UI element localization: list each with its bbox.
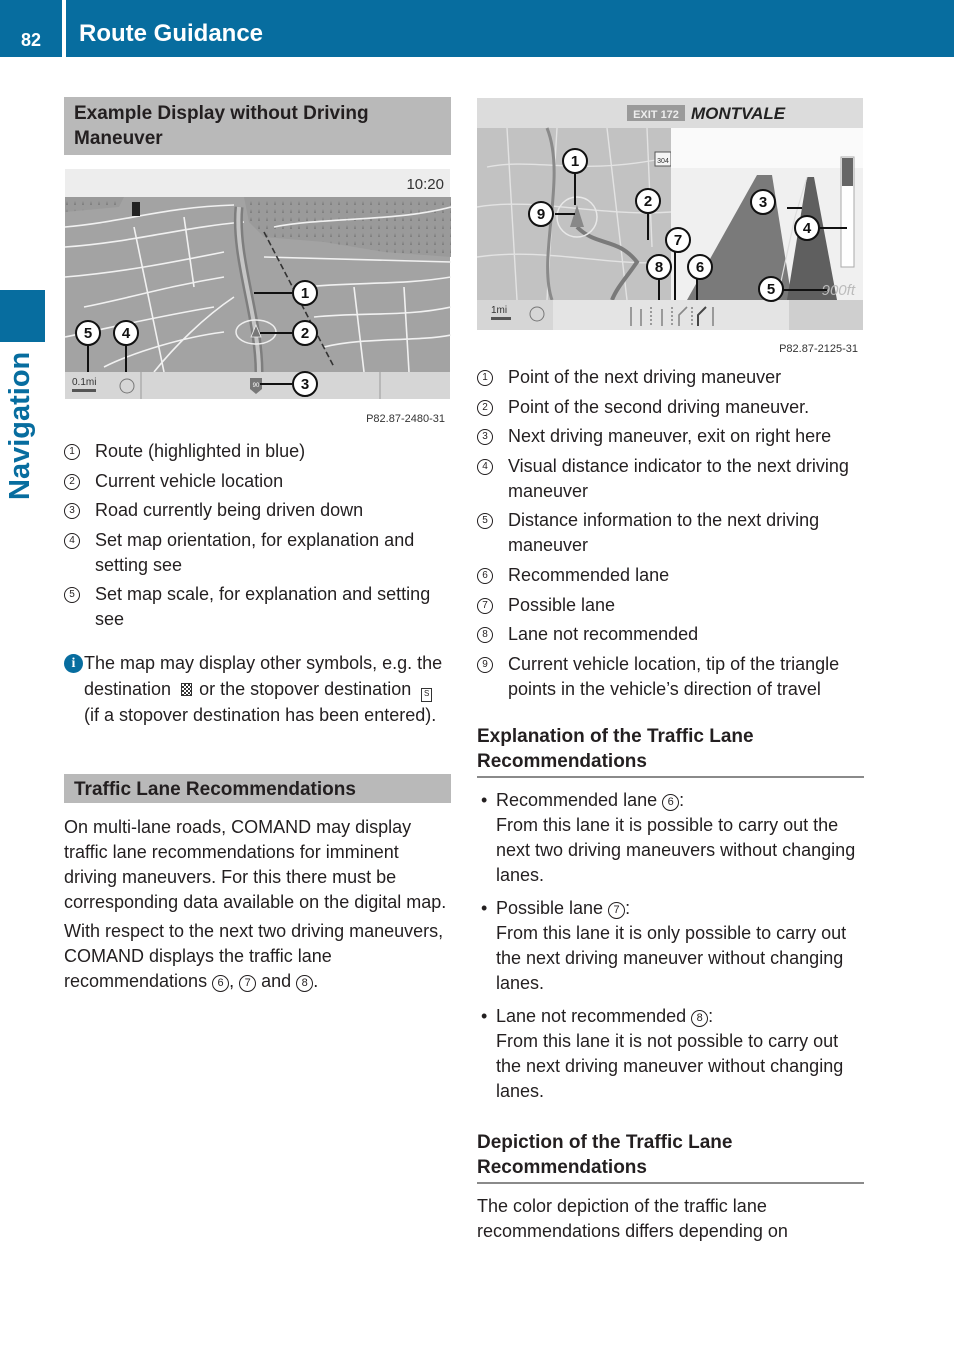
legend-item: 3 Next driving maneuver, exit on right here bbox=[477, 424, 864, 449]
paragraph: On multi-lane roads, COMAND may display traffic lane recommendations for imminent driving maneuvers. For this there must be corresponding data available on the digital map. bbox=[64, 817, 447, 913]
legend-item: 4 Set map orientation, for explanation and setting see bbox=[64, 528, 451, 578]
legend-item: 4 Visual distance indicator to the next driving maneuver bbox=[477, 454, 864, 504]
svg-text:7: 7 bbox=[673, 232, 683, 249]
callout-number: 1 bbox=[64, 444, 80, 460]
chapter-title: Route Guidance bbox=[79, 20, 264, 47]
callout-number: 4 bbox=[477, 459, 493, 475]
info-icon: i bbox=[64, 654, 83, 673]
map-figure-without-maneuver bbox=[64, 167, 451, 425]
svg-text:0.1mi: 0.1mi bbox=[72, 377, 97, 388]
svg-text:1: 1 bbox=[300, 285, 310, 302]
svg-text:2: 2 bbox=[643, 193, 653, 210]
legend-item: 3 Road currently being driven down bbox=[64, 498, 451, 523]
callout-number: 6 bbox=[477, 568, 493, 584]
svg-text:4: 4 bbox=[802, 220, 812, 237]
figure-code: P82.87-2480-31 bbox=[366, 413, 445, 425]
svg-text:2: 2 bbox=[300, 325, 310, 342]
right-column bbox=[477, 97, 864, 1244]
callout-number: 2 bbox=[64, 474, 80, 490]
legend-item: 5 Distance information to the next driving maneuver bbox=[477, 508, 864, 558]
destination-flag-icon bbox=[181, 683, 192, 696]
svg-text:5: 5 bbox=[83, 325, 93, 342]
callout-number: 4 bbox=[64, 533, 80, 549]
legend-item: 1 Route (highlighted in blue) bbox=[64, 439, 451, 464]
paragraph: With respect to the next two driving maneuvers, COMAND displays the traffic lane recommendations 6 , 7 and 8 . bbox=[64, 921, 444, 992]
svg-text:9: 9 bbox=[536, 206, 546, 223]
svg-text:6: 6 bbox=[695, 259, 705, 276]
legend-item: 9 Current vehicle location, tip of the triangle points in the vehicle’s direction of travel bbox=[477, 652, 864, 702]
svg-text:3: 3 bbox=[300, 376, 310, 393]
callout-number: 5 bbox=[477, 513, 493, 529]
callout-number: 7 bbox=[477, 598, 493, 614]
svg-text:1mi: 1mi bbox=[491, 305, 508, 316]
map-figure-lane-recommendations bbox=[477, 97, 864, 355]
svg-text:1: 1 bbox=[570, 153, 580, 170]
callout-number: 1 bbox=[477, 370, 493, 386]
svg-text:MONTVALE: MONTVALE bbox=[691, 104, 786, 123]
paragraph: The color depiction of the traffic lane recommendations differs depending on bbox=[477, 1195, 788, 1241]
section-heading-depiction: Depiction of the Traffic Lane Recommendations bbox=[477, 1130, 864, 1184]
info-note: i The map may display other symbols, e.g. the destination or the stopover destination S(if a stopover destination has been entered). bbox=[64, 650, 451, 728]
callout-ref: 8 bbox=[691, 1010, 708, 1027]
explanation-item-recommended: • Recommended lane 6 : From this lane it is possible to carry out the next two driving maneuvers without changing lanes. bbox=[477, 788, 864, 888]
svg-text:8: 8 bbox=[654, 259, 664, 276]
svg-text:5: 5 bbox=[766, 281, 776, 298]
legend-item: 2 Point of the second driving maneuver. bbox=[477, 395, 864, 420]
legend-item: 2 Current vehicle location bbox=[64, 469, 451, 494]
header-divider bbox=[62, 0, 66, 57]
callout-ref: 7 bbox=[608, 902, 625, 919]
callout-ref: 6 bbox=[212, 975, 229, 992]
stopover-flag-icon: S bbox=[421, 688, 432, 702]
left-column bbox=[64, 97, 451, 994]
legend-list-left bbox=[64, 439, 451, 632]
callout-ref: 6 bbox=[662, 794, 679, 811]
page-number: 82 bbox=[20, 30, 42, 50]
explanation-list bbox=[477, 788, 864, 1104]
callout-number: 9 bbox=[477, 657, 493, 673]
svg-text:4: 4 bbox=[121, 325, 131, 342]
svg-text:304: 304 bbox=[657, 158, 669, 165]
section-heading-traffic-lane: Traffic Lane Recommendations bbox=[64, 774, 451, 803]
legend-item: 1 Point of the next driving maneuver bbox=[477, 365, 864, 390]
legend-item: 6 Recommended lane bbox=[477, 563, 864, 588]
side-tab-marker bbox=[0, 290, 45, 342]
svg-text:90: 90 bbox=[252, 383, 260, 389]
lane-map-illustration bbox=[477, 97, 864, 355]
callout-number: 3 bbox=[477, 429, 493, 445]
map-illustration bbox=[64, 167, 451, 425]
callout-number: 8 bbox=[477, 627, 493, 643]
figure-code: P82.87-2125-31 bbox=[779, 343, 858, 355]
callout-ref: 8 bbox=[296, 975, 313, 992]
svg-text:10:20: 10:20 bbox=[406, 176, 444, 193]
section-heading-example-display: Example Display without Driving Maneuver bbox=[64, 97, 451, 155]
legend-list-right bbox=[477, 365, 864, 702]
explanation-item-possible: • Possible lane 7 : From this lane it is only possible to carry out the next driving maneuver without changing lanes. bbox=[477, 896, 864, 996]
legend-item: 7 Possible lane bbox=[477, 593, 864, 618]
callout-number: 3 bbox=[64, 503, 80, 519]
callout-ref: 7 bbox=[239, 975, 256, 992]
side-tab-label: Navigation bbox=[4, 351, 36, 500]
svg-text:3: 3 bbox=[758, 194, 768, 211]
legend-item: 5 Set map scale, for explanation and setting see bbox=[64, 582, 451, 632]
callout-number: 5 bbox=[64, 587, 80, 603]
svg-text:EXIT 172: EXIT 172 bbox=[633, 109, 679, 121]
legend-item: 8 Lane not recommended bbox=[477, 622, 864, 647]
callout-number: 2 bbox=[477, 400, 493, 416]
section-heading-explanation: Explanation of the Traffic Lane Recommendations bbox=[477, 724, 864, 778]
page-header bbox=[0, 0, 954, 57]
explanation-item-not-recommended: • Lane not recommended 8 : From this lane it is not possible to carry out the next driving maneuver without changing lanes. bbox=[477, 1004, 864, 1104]
svg-text:900ft: 900ft bbox=[821, 282, 855, 299]
